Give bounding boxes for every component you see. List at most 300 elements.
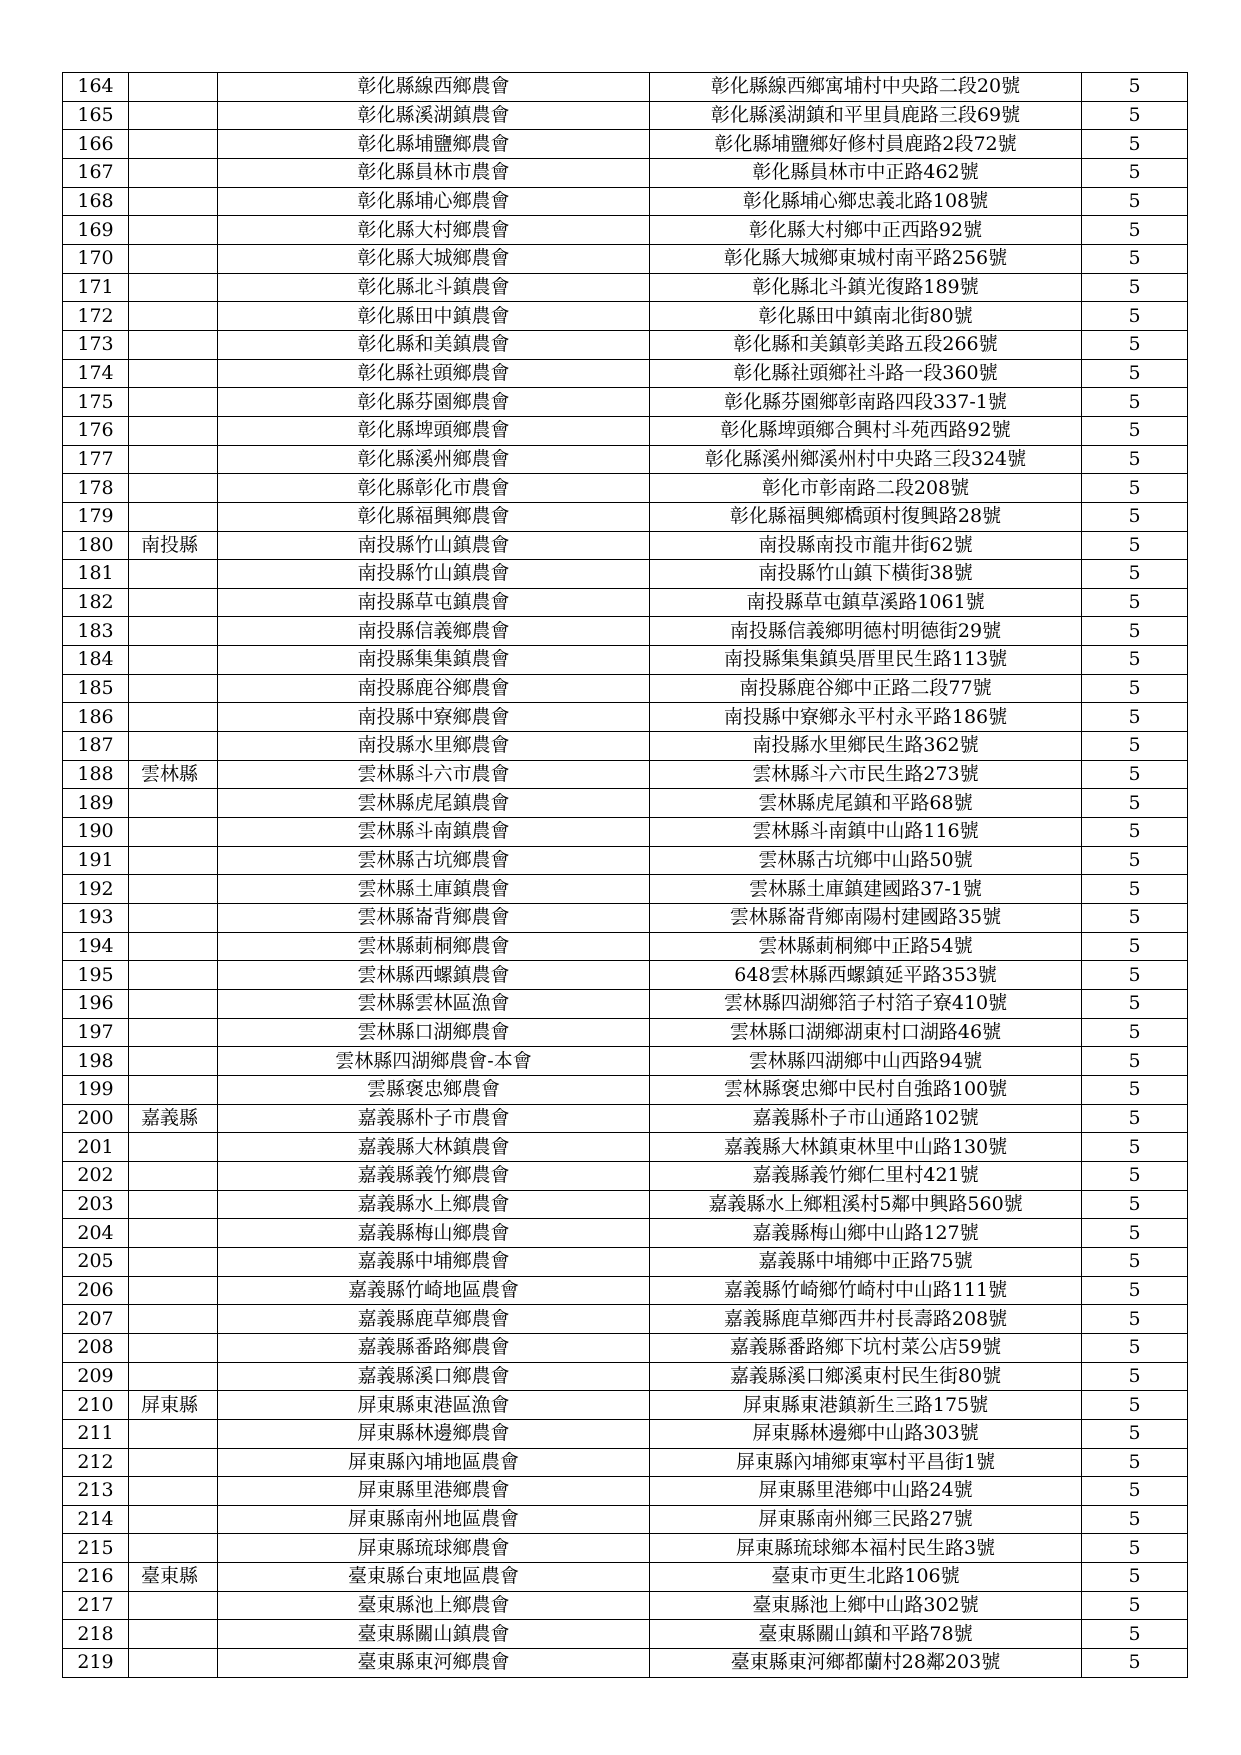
table-row (63, 904, 1188, 933)
table-row (63, 588, 1188, 617)
county-cell (129, 990, 218, 1019)
address-cell: 彰化縣福興鄉橋頭村復興路28號 (650, 502, 1082, 531)
row-number-cell: 183 (63, 617, 129, 646)
row-number-cell: 172 (63, 302, 129, 331)
quantity-cell: 5 (1082, 531, 1188, 560)
county-cell (129, 73, 218, 102)
county-cell (129, 130, 218, 159)
county-cell (129, 1362, 218, 1391)
address-cell: 嘉義縣梅山鄉中山路127號 (650, 1219, 1082, 1248)
table-row (63, 130, 1188, 159)
address-cell: 屏東縣內埔鄉東寧村平昌街1號 (650, 1448, 1082, 1477)
table-row (63, 445, 1188, 474)
row-number-cell: 173 (63, 330, 129, 359)
quantity-cell: 5 (1082, 732, 1188, 761)
row-number-cell: 186 (63, 703, 129, 732)
table-row (63, 846, 1188, 875)
county-cell (129, 1305, 218, 1334)
address-cell: 南投縣南投市龍井街62號 (650, 531, 1082, 560)
quantity-cell: 5 (1082, 1448, 1188, 1477)
address-cell: 雲林縣口湖鄉湖東村口湖路46號 (650, 1018, 1082, 1047)
table-row (63, 1649, 1188, 1678)
quantity-cell: 5 (1082, 1333, 1188, 1362)
table-row (63, 330, 1188, 359)
row-number-cell: 181 (63, 560, 129, 589)
organization-name-cell: 雲林縣莿桐鄉農會 (218, 932, 650, 961)
row-number-cell: 210 (63, 1391, 129, 1420)
county-cell (129, 359, 218, 388)
quantity-cell: 5 (1082, 244, 1188, 273)
county-cell: 屏東縣 (129, 1391, 218, 1420)
organization-name-cell: 彰化縣芬園鄉農會 (218, 388, 650, 417)
table-row (63, 1190, 1188, 1219)
organization-name-cell: 南投縣鹿谷鄉農會 (218, 674, 650, 703)
row-number-cell: 205 (63, 1247, 129, 1276)
organization-name-cell: 雲林縣土庫鎮農會 (218, 875, 650, 904)
row-number-cell: 197 (63, 1018, 129, 1047)
table-row (63, 1362, 1188, 1391)
row-number-cell: 202 (63, 1161, 129, 1190)
organization-name-cell: 南投縣集集鎮農會 (218, 646, 650, 675)
table-row (63, 1047, 1188, 1076)
table-row (63, 216, 1188, 245)
organization-name-cell: 嘉義縣鹿草鄉農會 (218, 1305, 650, 1334)
organization-name-cell: 彰化縣員林市農會 (218, 158, 650, 187)
table-row (63, 875, 1188, 904)
address-cell: 雲林縣古坑鄉中山路50號 (650, 846, 1082, 875)
organization-name-cell: 南投縣草屯鎮農會 (218, 588, 650, 617)
county-cell (129, 1649, 218, 1678)
county-cell (129, 1419, 218, 1448)
address-cell: 彰化縣和美鎮彰美路五段266號 (650, 330, 1082, 359)
quantity-cell: 5 (1082, 560, 1188, 589)
organization-name-cell: 臺東縣池上鄉農會 (218, 1591, 650, 1620)
quantity-cell: 5 (1082, 1161, 1188, 1190)
organization-name-cell: 彰化縣埤頭鄉農會 (218, 416, 650, 445)
row-number-cell: 179 (63, 502, 129, 531)
organization-name-cell: 彰化縣線西鄉農會 (218, 73, 650, 102)
row-number-cell: 171 (63, 273, 129, 302)
row-number-cell: 196 (63, 990, 129, 1019)
table-row (63, 531, 1188, 560)
row-number-cell: 193 (63, 904, 129, 933)
quantity-cell: 5 (1082, 388, 1188, 417)
address-cell: 彰化縣北斗鎮光復路189號 (650, 273, 1082, 302)
table-row (63, 560, 1188, 589)
table-row (63, 1247, 1188, 1276)
organization-name-cell: 嘉義縣水上鄉農會 (218, 1190, 650, 1219)
county-cell (129, 474, 218, 503)
table-row (63, 1104, 1188, 1133)
organization-name-cell: 雲林縣口湖鄉農會 (218, 1018, 650, 1047)
county-cell (129, 445, 218, 474)
row-number-cell: 166 (63, 130, 129, 159)
row-number-cell: 180 (63, 531, 129, 560)
table-body (63, 73, 1188, 1678)
quantity-cell: 5 (1082, 445, 1188, 474)
address-cell: 雲林縣莿桐鄉中正路54號 (650, 932, 1082, 961)
row-number-cell: 194 (63, 932, 129, 961)
organization-name-cell: 雲林縣西螺鎮農會 (218, 961, 650, 990)
quantity-cell: 5 (1082, 330, 1188, 359)
organization-name-cell: 彰化縣埔心鄉農會 (218, 187, 650, 216)
organization-name-cell: 屏東縣里港鄉農會 (218, 1477, 650, 1506)
quantity-cell: 5 (1082, 1391, 1188, 1420)
quantity-cell: 5 (1082, 617, 1188, 646)
organization-name-cell: 雲縣褒忠鄉農會 (218, 1075, 650, 1104)
quantity-cell: 5 (1082, 904, 1188, 933)
row-number-cell: 189 (63, 789, 129, 818)
row-number-cell: 182 (63, 588, 129, 617)
quantity-cell: 5 (1082, 1219, 1188, 1248)
quantity-cell: 5 (1082, 1591, 1188, 1620)
address-cell: 雲林縣崙背鄉南陽村建國路35號 (650, 904, 1082, 933)
quantity-cell: 5 (1082, 416, 1188, 445)
county-cell (129, 1075, 218, 1104)
organization-name-cell: 雲林縣古坑鄉農會 (218, 846, 650, 875)
quantity-cell: 5 (1082, 1534, 1188, 1563)
row-number-cell: 198 (63, 1047, 129, 1076)
table-row (63, 674, 1188, 703)
row-number-cell: 204 (63, 1219, 129, 1248)
organization-name-cell: 屏東縣南州地區農會 (218, 1505, 650, 1534)
table-row (63, 359, 1188, 388)
quantity-cell: 5 (1082, 875, 1188, 904)
organization-name-cell: 嘉義縣梅山鄉農會 (218, 1219, 650, 1248)
row-number-cell: 184 (63, 646, 129, 675)
organization-name-cell: 彰化縣大城鄉農會 (218, 244, 650, 273)
county-cell (129, 1477, 218, 1506)
county-cell (129, 302, 218, 331)
table-row (63, 302, 1188, 331)
quantity-cell: 5 (1082, 302, 1188, 331)
county-cell (129, 904, 218, 933)
quantity-cell: 5 (1082, 158, 1188, 187)
county-cell (129, 1534, 218, 1563)
quantity-cell: 5 (1082, 846, 1188, 875)
table-row (63, 789, 1188, 818)
quantity-cell: 5 (1082, 646, 1188, 675)
table-row (63, 1219, 1188, 1248)
table-row (63, 416, 1188, 445)
organization-name-cell: 彰化縣溪湖鎮農會 (218, 101, 650, 130)
table-row (63, 1419, 1188, 1448)
address-cell: 雲林縣四湖鄉箔子村箔子寮410號 (650, 990, 1082, 1019)
address-cell: 彰化縣埤頭鄉合興村斗苑西路92號 (650, 416, 1082, 445)
county-cell (129, 187, 218, 216)
address-cell: 南投縣草屯鎮草溪路1061號 (650, 588, 1082, 617)
table-row (63, 1448, 1188, 1477)
row-number-cell: 200 (63, 1104, 129, 1133)
address-cell: 彰化縣溪湖鎮和平里員鹿路三段69號 (650, 101, 1082, 130)
organization-name-cell: 彰化縣埔鹽鄉農會 (218, 130, 650, 159)
address-cell: 屏東縣南州鄉三民路27號 (650, 1505, 1082, 1534)
address-cell: 雲林縣四湖鄉中山西路94號 (650, 1047, 1082, 1076)
row-number-cell: 188 (63, 760, 129, 789)
organization-name-cell: 雲林縣雲林區漁會 (218, 990, 650, 1019)
row-number-cell: 187 (63, 732, 129, 761)
quantity-cell: 5 (1082, 1247, 1188, 1276)
row-number-cell: 218 (63, 1620, 129, 1649)
row-number-cell: 207 (63, 1305, 129, 1334)
county-cell (129, 1133, 218, 1162)
organization-name-cell: 雲林縣四湖鄉農會-本會 (218, 1047, 650, 1076)
address-cell: 雲林縣虎尾鎮和平路68號 (650, 789, 1082, 818)
address-cell: 彰化縣田中鎮南北街80號 (650, 302, 1082, 331)
row-number-cell: 219 (63, 1649, 129, 1678)
row-number-cell: 165 (63, 101, 129, 130)
row-number-cell: 213 (63, 1477, 129, 1506)
table-row (63, 617, 1188, 646)
organization-name-cell: 屏東縣林邊鄉農會 (218, 1419, 650, 1448)
address-cell: 臺東縣池上鄉中山路302號 (650, 1591, 1082, 1620)
address-cell: 雲林縣斗六市民生路273號 (650, 760, 1082, 789)
county-cell (129, 502, 218, 531)
table-row (63, 646, 1188, 675)
address-cell: 南投縣中寮鄉永平村永平路186號 (650, 703, 1082, 732)
table-row (63, 187, 1188, 216)
row-number-cell: 208 (63, 1333, 129, 1362)
row-number-cell: 216 (63, 1563, 129, 1592)
address-cell: 屏東縣琉球鄉本福村民生路3號 (650, 1534, 1082, 1563)
address-cell: 南投縣鹿谷鄉中正路二段77號 (650, 674, 1082, 703)
county-cell (129, 158, 218, 187)
address-cell: 嘉義縣溪口鄉溪東村民生街80號 (650, 1362, 1082, 1391)
address-cell: 彰化縣大村鄉中正西路92號 (650, 216, 1082, 245)
county-cell (129, 818, 218, 847)
table-row (63, 1505, 1188, 1534)
quantity-cell: 5 (1082, 1018, 1188, 1047)
row-number-cell: 174 (63, 359, 129, 388)
county-cell: 南投縣 (129, 531, 218, 560)
address-cell: 彰化市彰南路二段208號 (650, 474, 1082, 503)
county-cell (129, 588, 218, 617)
organization-name-cell: 屏東縣琉球鄉農會 (218, 1534, 650, 1563)
organization-name-cell: 彰化縣和美鎮農會 (218, 330, 650, 359)
address-cell: 雲林縣土庫鎮建國路37-1號 (650, 875, 1082, 904)
row-number-cell: 175 (63, 388, 129, 417)
table-row (63, 961, 1188, 990)
quantity-cell: 5 (1082, 789, 1188, 818)
organization-name-cell: 臺東縣東河鄉農會 (218, 1649, 650, 1678)
address-cell: 嘉義縣番路鄉下坑村菜公店59號 (650, 1333, 1082, 1362)
organization-name-cell: 嘉義縣朴子市農會 (218, 1104, 650, 1133)
county-cell (129, 875, 218, 904)
organization-name-cell: 嘉義縣竹崎地區農會 (218, 1276, 650, 1305)
organization-name-cell: 雲林縣崙背鄉農會 (218, 904, 650, 933)
table-row (63, 1563, 1188, 1592)
row-number-cell: 169 (63, 216, 129, 245)
table-row (63, 1333, 1188, 1362)
row-number-cell: 203 (63, 1190, 129, 1219)
organization-name-cell: 臺東縣關山鎮農會 (218, 1620, 650, 1649)
quantity-cell: 5 (1082, 1419, 1188, 1448)
organization-name-cell: 彰化縣社頭鄉農會 (218, 359, 650, 388)
address-cell: 臺東縣東河鄉都蘭村28鄰203號 (650, 1649, 1082, 1678)
row-number-cell: 190 (63, 818, 129, 847)
distribution-table (62, 72, 1188, 1678)
row-number-cell: 191 (63, 846, 129, 875)
county-cell (129, 1276, 218, 1305)
quantity-cell: 5 (1082, 1276, 1188, 1305)
quantity-cell: 5 (1082, 1505, 1188, 1534)
table-row (63, 760, 1188, 789)
quantity-cell: 5 (1082, 1649, 1188, 1678)
row-number-cell: 178 (63, 474, 129, 503)
organization-name-cell: 南投縣竹山鎮農會 (218, 531, 650, 560)
table-row (63, 990, 1188, 1019)
organization-name-cell: 彰化縣田中鎮農會 (218, 302, 650, 331)
county-cell (129, 1591, 218, 1620)
table-row (63, 1133, 1188, 1162)
table-row (63, 1161, 1188, 1190)
row-number-cell: 209 (63, 1362, 129, 1391)
organization-name-cell: 彰化縣福興鄉農會 (218, 502, 650, 531)
address-cell: 南投縣竹山鎮下橫街38號 (650, 560, 1082, 589)
organization-name-cell: 嘉義縣義竹鄉農會 (218, 1161, 650, 1190)
table-row (63, 932, 1188, 961)
quantity-cell: 5 (1082, 273, 1188, 302)
address-cell: 彰化縣埔鹽鄉好修村員鹿路2段72號 (650, 130, 1082, 159)
row-number-cell: 167 (63, 158, 129, 187)
address-cell: 彰化縣溪州鄉溪州村中央路三段324號 (650, 445, 1082, 474)
county-cell (129, 560, 218, 589)
address-cell: 嘉義縣竹崎鄉竹崎村中山路111號 (650, 1276, 1082, 1305)
county-cell: 臺東縣 (129, 1563, 218, 1592)
county-cell (129, 244, 218, 273)
organization-name-cell: 南投縣中寮鄉農會 (218, 703, 650, 732)
table-row (63, 1276, 1188, 1305)
county-cell (129, 1190, 218, 1219)
table-row (63, 73, 1188, 102)
quantity-cell: 5 (1082, 818, 1188, 847)
address-cell: 彰化縣大城鄉東城村南平路256號 (650, 244, 1082, 273)
quantity-cell: 5 (1082, 1477, 1188, 1506)
table-row (63, 1591, 1188, 1620)
county-cell (129, 101, 218, 130)
quantity-cell: 5 (1082, 216, 1188, 245)
table-row (63, 101, 1188, 130)
address-cell: 南投縣集集鎮吳厝里民生路113號 (650, 646, 1082, 675)
county-cell (129, 1247, 218, 1276)
organization-name-cell: 南投縣竹山鎮農會 (218, 560, 650, 589)
quantity-cell: 5 (1082, 1362, 1188, 1391)
quantity-cell: 5 (1082, 1563, 1188, 1592)
county-cell (129, 646, 218, 675)
address-cell: 嘉義縣水上鄉粗溪村5鄰中興路560號 (650, 1190, 1082, 1219)
address-cell: 嘉義縣鹿草鄉西井村長壽路208號 (650, 1305, 1082, 1334)
table-row (63, 1620, 1188, 1649)
quantity-cell: 5 (1082, 359, 1188, 388)
row-number-cell: 164 (63, 73, 129, 102)
row-number-cell: 212 (63, 1448, 129, 1477)
quantity-cell: 5 (1082, 1190, 1188, 1219)
organization-name-cell: 屏東縣內埔地區農會 (218, 1448, 650, 1477)
organization-name-cell: 雲林縣斗南鎮農會 (218, 818, 650, 847)
organization-name-cell: 彰化縣北斗鎮農會 (218, 273, 650, 302)
quantity-cell: 5 (1082, 502, 1188, 531)
organization-name-cell: 屏東縣東港區漁會 (218, 1391, 650, 1420)
row-number-cell: 185 (63, 674, 129, 703)
quantity-cell: 5 (1082, 990, 1188, 1019)
address-cell: 臺東市更生北路106號 (650, 1563, 1082, 1592)
table-row (63, 244, 1188, 273)
row-number-cell: 206 (63, 1276, 129, 1305)
quantity-cell: 5 (1082, 474, 1188, 503)
county-cell (129, 732, 218, 761)
county-cell (129, 1620, 218, 1649)
quantity-cell: 5 (1082, 130, 1188, 159)
county-cell (129, 1333, 218, 1362)
address-cell: 嘉義縣義竹鄉仁里村421號 (650, 1161, 1082, 1190)
organization-name-cell: 嘉義縣中埔鄉農會 (218, 1247, 650, 1276)
table-row (63, 1305, 1188, 1334)
county-cell (129, 932, 218, 961)
address-cell: 雲林縣褒忠鄉中民村自強路100號 (650, 1075, 1082, 1104)
organization-name-cell: 彰化縣溪州鄉農會 (218, 445, 650, 474)
row-number-cell: 201 (63, 1133, 129, 1162)
county-cell (129, 1505, 218, 1534)
county-cell (129, 416, 218, 445)
address-cell: 雲林縣斗南鎮中山路116號 (650, 818, 1082, 847)
county-cell (129, 216, 218, 245)
county-cell (129, 1047, 218, 1076)
quantity-cell: 5 (1082, 674, 1188, 703)
table-row (63, 1534, 1188, 1563)
quantity-cell: 5 (1082, 588, 1188, 617)
table-row (63, 1391, 1188, 1420)
address-cell: 臺東縣關山鎮和平路78號 (650, 1620, 1082, 1649)
table-row (63, 1075, 1188, 1104)
county-cell: 雲林縣 (129, 760, 218, 789)
quantity-cell: 5 (1082, 961, 1188, 990)
row-number-cell: 217 (63, 1591, 129, 1620)
organization-name-cell: 嘉義縣溪口鄉農會 (218, 1362, 650, 1391)
county-cell (129, 1018, 218, 1047)
county-cell (129, 388, 218, 417)
address-cell: 南投縣信義鄉明德村明德街29號 (650, 617, 1082, 646)
quantity-cell: 5 (1082, 1075, 1188, 1104)
address-cell: 彰化縣埔心鄉忠義北路108號 (650, 187, 1082, 216)
address-cell: 屏東縣東港鎮新生三路175號 (650, 1391, 1082, 1420)
address-cell: 嘉義縣中埔鄉中正路75號 (650, 1247, 1082, 1276)
address-cell: 嘉義縣大林鎮東林里中山路130號 (650, 1133, 1082, 1162)
quantity-cell: 5 (1082, 1305, 1188, 1334)
county-cell: 嘉義縣 (129, 1104, 218, 1133)
quantity-cell: 5 (1082, 73, 1188, 102)
address-cell: 彰化縣員林市中正路462號 (650, 158, 1082, 187)
county-cell (129, 1448, 218, 1477)
address-cell: 彰化縣芬園鄉彰南路四段337-1號 (650, 388, 1082, 417)
row-number-cell: 168 (63, 187, 129, 216)
quantity-cell: 5 (1082, 1620, 1188, 1649)
table-row (63, 388, 1188, 417)
organization-name-cell: 彰化縣大村鄉農會 (218, 216, 650, 245)
row-number-cell: 192 (63, 875, 129, 904)
county-cell (129, 674, 218, 703)
table-row (63, 1477, 1188, 1506)
address-cell: 嘉義縣朴子市山通路102號 (650, 1104, 1082, 1133)
quantity-cell: 5 (1082, 1047, 1188, 1076)
table-row (63, 273, 1188, 302)
table-row (63, 732, 1188, 761)
quantity-cell: 5 (1082, 101, 1188, 130)
county-cell (129, 330, 218, 359)
quantity-cell: 5 (1082, 1104, 1188, 1133)
row-number-cell: 215 (63, 1534, 129, 1563)
quantity-cell: 5 (1082, 703, 1188, 732)
row-number-cell: 195 (63, 961, 129, 990)
